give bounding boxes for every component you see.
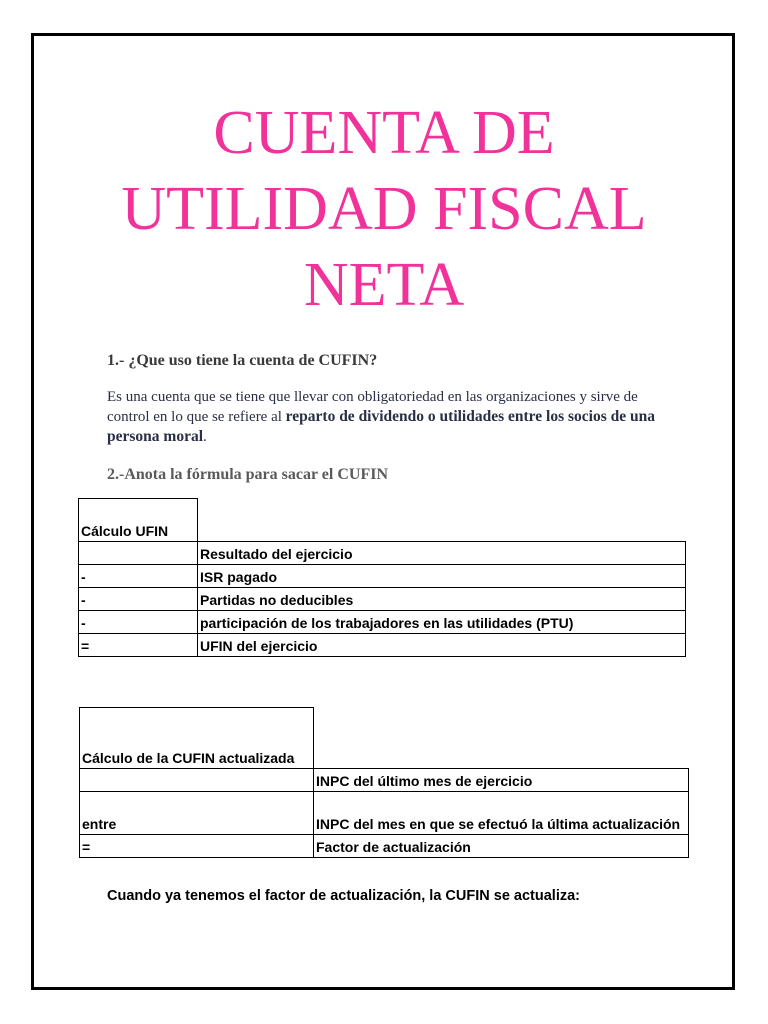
op-cell bbox=[80, 769, 314, 792]
concept-cell: participación de los trabajadores en las utilidades (PTU) bbox=[198, 611, 686, 634]
concept-cell: INPC del último mes de ejercicio bbox=[314, 769, 689, 792]
table-row bbox=[80, 835, 689, 858]
table-row bbox=[79, 565, 686, 588]
concept-cell: Resultado del ejercicio bbox=[198, 542, 686, 565]
op-cell: = bbox=[80, 835, 314, 858]
question-1: 1.- ¿Que uso tiene la cuenta de CUFIN? bbox=[107, 352, 378, 369]
table-row bbox=[80, 792, 689, 835]
ufin-table bbox=[78, 498, 686, 657]
concept-cell: ISR pagado bbox=[198, 565, 686, 588]
cufin-table bbox=[79, 707, 689, 858]
answer-1-text: Es una cuenta que se tiene que llevar con obligatoriedad en las organizaciones y sirve de control en lo que se refiere al bbox=[107, 389, 638, 425]
cufin-table-header: Cálculo de la CUFIN actualizada bbox=[80, 708, 314, 769]
table-row bbox=[79, 611, 686, 634]
op-cell: - bbox=[79, 611, 198, 634]
concept-cell: Partidas no deducibles bbox=[198, 588, 686, 611]
op-cell bbox=[79, 542, 198, 565]
op-cell: = bbox=[79, 634, 198, 657]
answer-1-end: . bbox=[203, 429, 207, 445]
question-2: 2.-Anota la fórmula para sacar el CUFIN bbox=[107, 466, 389, 483]
title-line-2: UTILIDAD FISCAL bbox=[121, 175, 647, 243]
ufin-table-header-blank bbox=[198, 499, 686, 542]
op-cell: - bbox=[79, 588, 198, 611]
cufin-table-header-blank bbox=[314, 708, 689, 769]
ufin-table-header: Cálculo UFIN bbox=[79, 499, 198, 542]
concept-cell: INPC del mes en que se efectuó la última actualización bbox=[314, 792, 689, 835]
answer-1-bold: reparto de dividendo o utilidades entre los socios de una persona moral bbox=[107, 408, 655, 445]
table-row bbox=[79, 588, 686, 611]
concept-cell: Factor de actualización bbox=[314, 835, 689, 858]
op-cell: entre bbox=[80, 792, 314, 835]
document-title bbox=[0, 95, 768, 323]
op-cell: - bbox=[79, 565, 198, 588]
concept-cell: UFIN del ejercicio bbox=[198, 634, 686, 657]
table-row bbox=[79, 542, 686, 565]
table-row bbox=[80, 769, 689, 792]
title-line-1: CUENTA DE bbox=[213, 99, 555, 167]
table-row bbox=[79, 634, 686, 657]
closing-text: Cuando ya tenemos el factor de actualización, la CUFIN se actualiza: bbox=[107, 888, 580, 904]
answer-1 bbox=[107, 387, 667, 447]
title-line-3: NETA bbox=[303, 251, 465, 319]
